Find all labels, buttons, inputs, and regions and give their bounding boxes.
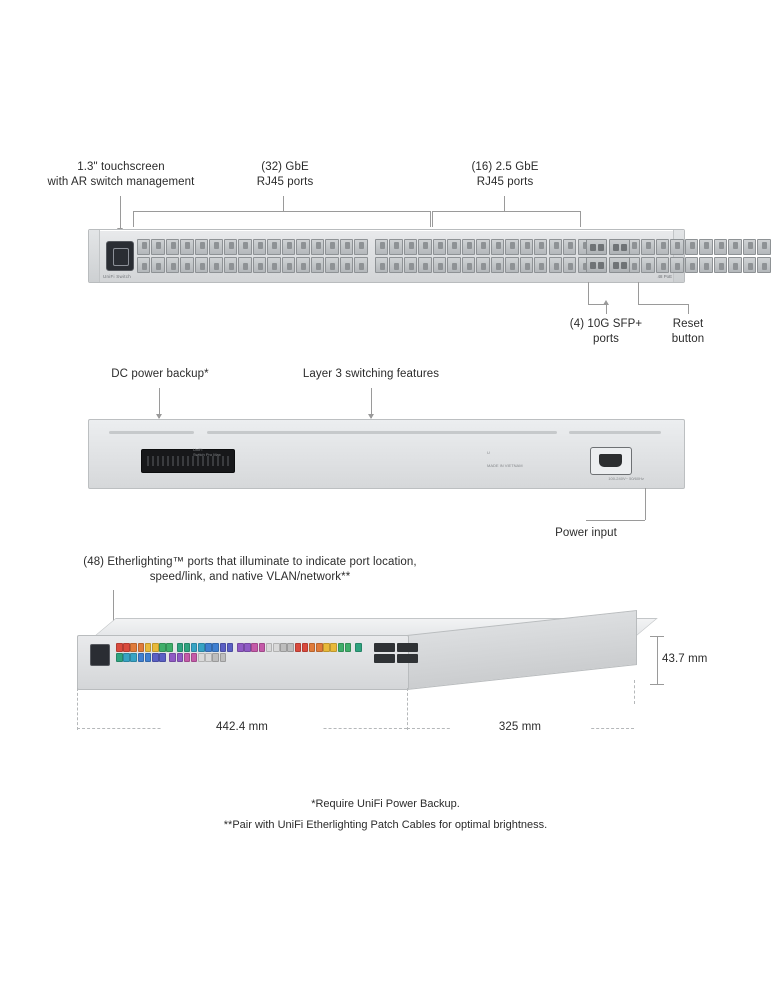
rack-ear-left (89, 230, 100, 282)
rj45-port (166, 239, 179, 273)
etherlighting-port (212, 653, 219, 662)
rj45-jack-bottom (656, 257, 669, 273)
rj45-jack-top (166, 239, 179, 255)
rj45-jack-bottom (375, 257, 388, 273)
etherlighting-port (355, 643, 362, 652)
rj45-port (404, 239, 417, 273)
etherlighting-port (345, 643, 352, 652)
etherlighting-port (152, 643, 159, 652)
dim-height-tick-top (650, 636, 664, 637)
rj45-jack-top (491, 239, 504, 255)
rj45-jack-top (311, 239, 324, 255)
rj45-port (375, 239, 388, 273)
rj45-port (137, 239, 150, 273)
rj45-jack-top (137, 239, 150, 255)
rj45-jack-bottom (404, 257, 417, 273)
rj45-port (534, 239, 547, 273)
etherlighting-port (191, 643, 198, 652)
etherlighting-port (116, 643, 123, 652)
rj45-jack-bottom (340, 257, 353, 273)
rj45-jack-top (476, 239, 489, 255)
rj45-port (433, 239, 446, 273)
etherlighting-port (198, 643, 205, 652)
etherlighting-port-grid (116, 643, 366, 663)
rj45-port (699, 239, 712, 273)
rj45-jack-top (224, 239, 237, 255)
rj45-port (491, 239, 504, 273)
dim-label-depth: 325 mm (450, 720, 590, 735)
rj45-jack-top (505, 239, 518, 255)
callout-touchscreen-line2: with AR switch management (47, 176, 195, 188)
rj45-jack-top (656, 239, 669, 255)
callout-25gbe-line2: RJ45 ports (476, 176, 534, 188)
etherlighting-port (198, 653, 205, 662)
dim-height-tick-bottom (650, 684, 664, 685)
sfp-plus-cage (609, 257, 630, 273)
rj45-jack-bottom (209, 257, 222, 273)
callout-touchscreen (26, 160, 216, 190)
etherlighting-port (177, 653, 184, 662)
rj45-port (253, 239, 266, 273)
etherlighting-port (266, 643, 273, 652)
rj45-jack-top (757, 239, 770, 255)
etherlighting-port (220, 643, 227, 652)
rj45-jack-top (549, 239, 562, 255)
etherlighting-port (159, 643, 166, 652)
callout-25gbe-line1: (16) 2.5 GbE (471, 161, 539, 173)
rj45-jack-bottom (699, 257, 712, 273)
rj45-jack-bottom (267, 257, 280, 273)
sfp-plus-cage (586, 257, 607, 273)
front-sfp-port-block (586, 239, 632, 273)
rj45-jack-bottom (520, 257, 533, 273)
sfp-plus-cage (609, 239, 630, 255)
dim-guide-mid (407, 688, 408, 730)
etherlighting-port (184, 643, 191, 652)
etherlighting-port (244, 643, 251, 652)
rj45-port (267, 239, 280, 273)
iso-touchscreen-display[interactable] (90, 644, 110, 666)
leader-sfp-arrow (603, 300, 609, 305)
callout-etherlighting-line1: (48) Etherlighting™ ports that illuminate to indicate port location, (83, 556, 417, 568)
rj45-jack-top (282, 239, 295, 255)
rj45-jack-bottom (447, 257, 460, 273)
bracket-gbe-right (430, 211, 431, 227)
rj45-jack-top (296, 239, 309, 255)
rj45-port (296, 239, 309, 273)
etherlighting-port (145, 643, 152, 652)
rj45-jack-bottom (296, 257, 309, 273)
etherlighting-port (145, 653, 152, 662)
bracket-25gbe-left (432, 211, 433, 227)
rj45-jack-bottom (462, 257, 475, 273)
iso-sfp-plus-cage (397, 643, 418, 652)
callout-dc-power-backup: DC power backup* (111, 368, 209, 380)
callout-sfp-line2: ports (592, 333, 620, 345)
rj45-jack-bottom (563, 257, 576, 273)
rj45-jack-top (340, 239, 353, 255)
rj45-jack-bottom (491, 257, 504, 273)
etherlighting-port (169, 653, 176, 662)
rear-regulatory-text: U (487, 450, 490, 455)
rj45-jack-bottom (641, 257, 654, 273)
iso-front-panel (77, 635, 409, 690)
switch-front-view (88, 229, 685, 283)
rj45-jack-bottom (166, 257, 179, 273)
sfp-plus-cage (586, 239, 607, 255)
etherlighting-port (273, 643, 280, 652)
rj45-port (505, 239, 518, 273)
rj45-jack-top (180, 239, 193, 255)
rj45-jack-bottom (670, 257, 683, 273)
rear-vent-mid (207, 431, 557, 434)
callout-sfp-line1: (4) 10G SFP+ (569, 318, 643, 330)
callout-power-input: Power input (555, 527, 617, 539)
rj45-jack-bottom (195, 257, 208, 273)
front-model-label: 48 PoE (657, 274, 672, 279)
rj45-jack-bottom (151, 257, 164, 273)
rj45-port (714, 239, 727, 273)
rj45-jack-top (253, 239, 266, 255)
rj45-jack-top (418, 239, 431, 255)
rj45-jack-bottom (757, 257, 770, 273)
rj45-jack-top (209, 239, 222, 255)
etherlighting-port (287, 643, 294, 652)
leader-sfp-v2 (606, 304, 607, 314)
leader-reset-h (638, 304, 688, 305)
callout-touchscreen-line1: 1.3" touchscreen (77, 161, 165, 173)
rj45-jack-bottom (534, 257, 547, 273)
rj45-port (728, 239, 741, 273)
rj45-jack-bottom (282, 257, 295, 273)
sfp-plus-port-column (609, 239, 630, 273)
callout-gbe-line1: (32) GbE (261, 161, 309, 173)
rj45-jack-bottom (743, 257, 756, 273)
rj45-jack-top (325, 239, 338, 255)
ac-power-input-port (590, 447, 632, 475)
etherlighting-port (152, 653, 159, 662)
rear-brand-text: UniFi Switch Pro Max (193, 447, 221, 457)
leader-sfp-v1 (588, 282, 589, 304)
rear-center-text: MADE IN VIETNAM (487, 463, 523, 468)
etherlighting-port (220, 653, 227, 662)
bracket-gbe-left (133, 211, 134, 227)
rj45-jack-top (670, 239, 683, 255)
etherlighting-port (259, 643, 266, 652)
rj45-port (549, 239, 562, 273)
rj45-port (209, 239, 222, 273)
rj45-jack-top (714, 239, 727, 255)
rj45-port (563, 239, 576, 273)
rj45-jack-bottom (137, 257, 150, 273)
front-rj45-port-block (137, 239, 771, 273)
rj45-port (180, 239, 193, 273)
etherlighting-port (177, 643, 184, 652)
etherlighting-port (159, 653, 166, 662)
front-brand-label: UniFi Switch (103, 274, 131, 279)
callout-reset-button (638, 317, 738, 347)
bracket-25gbe-top (432, 211, 580, 212)
callout-reset-line1: Reset (672, 318, 704, 330)
rj45-jack-bottom (714, 257, 727, 273)
rj45-jack-bottom (505, 257, 518, 273)
leader-reset-v2 (688, 304, 689, 314)
leader-power-input-h (586, 520, 645, 521)
rj45-jack-top (195, 239, 208, 255)
rj45-jack-bottom (685, 257, 698, 273)
rear-vent-left (109, 431, 194, 434)
etherlighting-port (237, 643, 244, 652)
rj45-port (670, 239, 683, 273)
etherlighting-port (191, 653, 198, 662)
rj45-port (151, 239, 164, 273)
rj45-port (282, 239, 295, 273)
dim-guide-left (77, 688, 78, 730)
rj45-jack-top (699, 239, 712, 255)
rj45-jack-top (375, 239, 388, 255)
rj45-port (520, 239, 533, 273)
etherlighting-port (123, 643, 130, 652)
etherlighting-port (205, 643, 212, 652)
rj45-jack-bottom (389, 257, 402, 273)
rj45-port (743, 239, 756, 273)
rj45-port (418, 239, 431, 273)
etherlighting-port (323, 643, 330, 652)
etherlighting-port (205, 653, 212, 662)
etherlighting-port (330, 643, 337, 652)
rear-vent-right (569, 431, 661, 434)
rj45-jack-bottom (418, 257, 431, 273)
callout-25gbe-ports (435, 160, 575, 190)
rj45-jack-top (685, 239, 698, 255)
touchscreen-display[interactable] (106, 241, 134, 271)
rj45-jack-bottom (311, 257, 324, 273)
rj45-jack-top (462, 239, 475, 255)
rj45-port (462, 239, 475, 273)
rj45-jack-bottom (549, 257, 562, 273)
bracket-25gbe-right (580, 211, 581, 227)
rj45-jack-top (267, 239, 280, 255)
rj45-jack-top (520, 239, 533, 255)
callout-gbe-line2: RJ45 ports (256, 176, 314, 188)
rj45-jack-bottom (325, 257, 338, 273)
rj45-port (354, 239, 367, 273)
etherlighting-port (130, 643, 137, 652)
rj45-port (656, 239, 669, 273)
switch-rear-view (88, 419, 685, 489)
rj45-port (641, 239, 654, 273)
etherlighting-port (138, 653, 145, 662)
rj45-port (195, 239, 208, 273)
rj45-jack-top (433, 239, 446, 255)
rj45-port (224, 239, 237, 273)
leader-gbe (283, 196, 284, 211)
rj45-jack-top (404, 239, 417, 255)
etherlighting-port (338, 643, 345, 652)
etherlighting-port (227, 643, 234, 652)
etherlighting-port (316, 643, 323, 652)
iso-sfp-port-grid (374, 643, 420, 665)
rj45-jack-top (728, 239, 741, 255)
etherlighting-port (212, 643, 219, 652)
dim-height-bar (657, 636, 658, 684)
rj45-port (685, 239, 698, 273)
rj45-jack-top (151, 239, 164, 255)
leader-25gbe (504, 196, 505, 211)
callout-reset-line2: button (671, 333, 705, 345)
rj45-port (757, 239, 770, 273)
leader-touchscreen (120, 196, 121, 230)
rj45-jack-top (563, 239, 576, 255)
iso-sfp-plus-cage (374, 643, 395, 652)
rj45-port (325, 239, 338, 273)
footnote-line1: *Require UniFi Power Backup. (311, 798, 460, 810)
sfp-plus-port-column (586, 239, 607, 273)
etherlighting-port (123, 653, 130, 662)
etherlighting-port (130, 653, 137, 662)
dim-label-height: 43.7 mm (662, 653, 708, 665)
footnote-line2: **Pair with UniFi Etherlighting Patch Cables for optimal brightness. (223, 819, 548, 831)
leader-reset-v1 (638, 282, 639, 304)
switch-isometric-view (0, 600, 771, 760)
bracket-gbe-top (133, 211, 430, 212)
rj45-jack-bottom (224, 257, 237, 273)
rj45-port (340, 239, 353, 273)
etherlighting-port (251, 643, 258, 652)
rj45-jack-top (447, 239, 460, 255)
rj45-jack-bottom (476, 257, 489, 273)
rj45-jack-bottom (180, 257, 193, 273)
dim-label-width: 442.4 mm (162, 720, 322, 735)
dc-power-backup-port (141, 449, 235, 473)
rj45-port (238, 239, 251, 273)
iso-sfp-plus-cage (397, 654, 418, 663)
dim-guide-right (634, 680, 635, 704)
rj45-jack-top (354, 239, 367, 255)
callout-layer3: Layer 3 switching features (302, 368, 440, 380)
etherlighting-port (302, 643, 309, 652)
rj45-jack-bottom (253, 257, 266, 273)
rj45-jack-bottom (354, 257, 367, 273)
rj45-jack-bottom (238, 257, 251, 273)
rj45-jack-top (534, 239, 547, 255)
rj45-jack-top (389, 239, 402, 255)
leader-power-input-v (645, 488, 646, 520)
iso-sfp-plus-cage (374, 654, 395, 663)
etherlighting-port (166, 643, 173, 652)
etherlighting-port (280, 643, 287, 652)
etherlighting-port (309, 643, 316, 652)
rj45-port (447, 239, 460, 273)
rj45-port (311, 239, 324, 273)
etherlighting-port (184, 653, 191, 662)
rear-power-rating-text: 100-240V~ 50/60Hz (608, 476, 644, 481)
rj45-jack-bottom (433, 257, 446, 273)
rj45-jack-top (238, 239, 251, 255)
rj45-jack-top (641, 239, 654, 255)
rj45-jack-bottom (728, 257, 741, 273)
rj45-port (389, 239, 402, 273)
callout-gbe-ports (215, 160, 355, 190)
etherlighting-port (116, 653, 123, 662)
rj45-port (476, 239, 489, 273)
callout-etherlighting-line2: speed/link, and native VLAN/network** (149, 571, 351, 583)
callout-etherlighting (30, 555, 470, 585)
etherlighting-port (295, 643, 302, 652)
etherlighting-port (138, 643, 145, 652)
rj45-jack-top (743, 239, 756, 255)
